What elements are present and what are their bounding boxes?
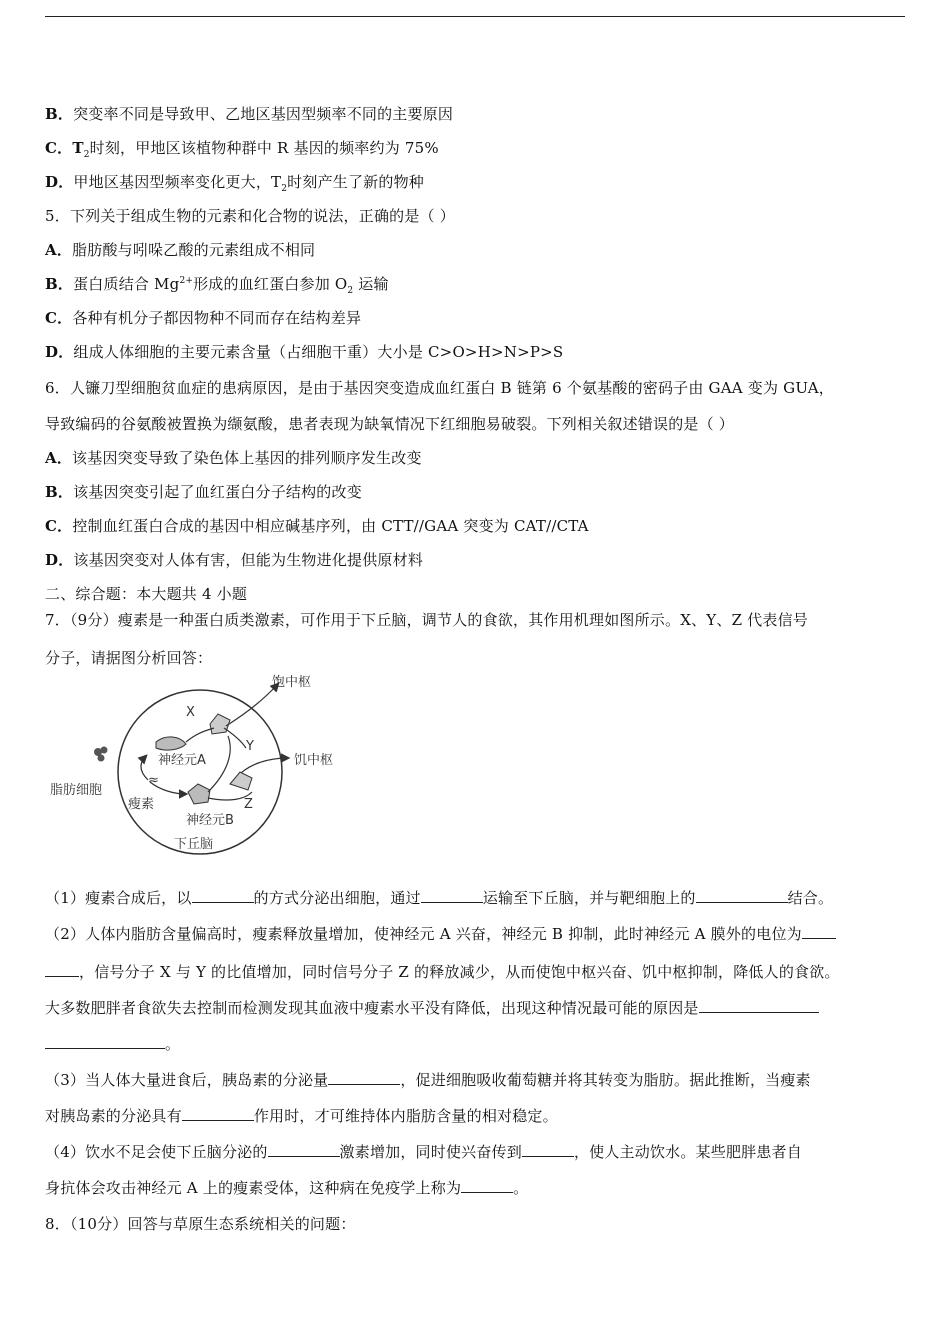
option-a-q6: A．该基因突变导致了染色体上基因的排列顺序发生改变 — [45, 449, 422, 467]
x-label: X — [186, 705, 195, 720]
option-d-q5: D．组成人体细胞的主要元素含量（占细胞干重）大小是 C>O>H>N>P>S — [45, 343, 564, 361]
option-b-q5: B．蛋白质结合 $Mg^{2+}$形成的血红蛋白参加 $O_2$ 运输 — [45, 275, 389, 296]
option-c-q5: C．各种有机分子都因物种不同而存在结构差异 — [45, 309, 362, 327]
answer-blank[interactable] — [45, 1034, 165, 1049]
leptin-label: 瘦素 — [128, 797, 155, 812]
fat-cell-label: 脂肪细胞 — [50, 783, 103, 798]
question-6-line-2: 导致编码的谷氨酸被置换为缬氨酸，患者表现为缺氧情况下红细胞易破裂。下列相关叙述错误的是（ ） — [45, 415, 734, 433]
answer-blank[interactable] — [699, 998, 819, 1013]
answer-blank[interactable] — [182, 1106, 254, 1121]
option-d-q4: D．甲地区基因型频率变化更大，$T_2$时刻产生了新的物种 — [45, 173, 424, 194]
question-5: 5．下列关于组成生物的元素和化合物的说法，正确的是（ ） — [45, 207, 455, 225]
q7-part-3-line-2: 对胰岛素的分泌具有 作用时，才可维持体内脂肪含量的相对稳定。 — [45, 1107, 558, 1125]
neuron-b-label: 神经元B — [186, 813, 234, 828]
neuron-x-shape — [210, 714, 230, 734]
answer-blank[interactable] — [802, 924, 836, 939]
answer-blank[interactable] — [461, 1178, 513, 1193]
hunger-center-label: 饥中枢 — [294, 753, 334, 768]
option-c-q4: C．$T_2$时刻，甲地区该植物种群中 R 基因的频率约为 75% — [45, 139, 439, 160]
q7-part-4-line-2: 身抗体会攻击神经元 A 上的瘦素受体，这种病在免疫学上称为 。 — [45, 1179, 529, 1197]
question-7-line-2: 分子，请据图分析回答： — [45, 649, 213, 667]
answer-blank[interactable] — [268, 1142, 340, 1157]
q7-part-2-line-3: 大多数肥胖者食欲失去控制而检测发现其血液中瘦素水平没有降低，出现这种情况最可能的原因是 — [45, 998, 819, 1018]
neuron-a-shape — [156, 737, 186, 750]
option-b-q4: B．突变率不同是导致甲、乙地区基因型频率不同的主要原因 — [45, 105, 454, 123]
q7-part-2-line-4: 。 — [45, 1034, 180, 1054]
q7-part-2-line-1: （2）人体内脂肪含量偏高时，瘦素释放量增加，使神经元 A 兴奋，神经元 B 抑制，此时神经元 A 膜外的电位为 — [45, 924, 836, 944]
answer-blank[interactable] — [421, 888, 483, 903]
sat-center-label: 饱中枢 — [272, 675, 312, 690]
neuron-a-label: 神经元A — [158, 753, 206, 768]
q7-part-4-line-1: （4）饮水不足会使下丘脑分泌的 激素增加，同时使兴奋传到 ，使人主动饮水。某些肥胖患者自 — [45, 1143, 802, 1161]
hypothalamus-label: 下丘脑 — [174, 837, 214, 852]
leptin-mechanism-figure — [48, 672, 358, 862]
q7-part-3-line-1: （3）当人体大量进食后，胰岛素的分泌量 ，促进细胞吸收葡萄糖并将其转变为脂肪。据此推断，当瘦素 — [45, 1071, 811, 1089]
option-c-q6: C．控制血红蛋白合成的基因中相应碱基序列，由 CTT//GAA 突变为 CAT//CTA — [45, 517, 589, 535]
section-heading: 二、综合题：本大题共 4 小题 — [45, 585, 248, 603]
question-6-line-1: 6．人镰刀型细胞贫血症的患病原因，是由于基因突变造成血红蛋白 B 链第 6 个氨基酸的密码子由 GAA 变为 GUA， — [45, 379, 834, 397]
answer-blank[interactable] — [45, 962, 79, 977]
y-label: Y — [246, 739, 254, 754]
question-8: 8．（10分）回答与草原生态系统相关的问题： — [45, 1215, 356, 1233]
answer-blank[interactable] — [696, 888, 788, 903]
q7-part-2-line-2: ，信号分子 X 与 Y 的比值增加，同时信号分子 Z 的释放减少，从而使饱中枢兴奋、饥中枢抑制，降低人的食欲。 — [45, 962, 840, 982]
answer-blank[interactable] — [522, 1142, 574, 1157]
option-d-q6: D．该基因突变对人体有害，但能为生物进化提供原材料 — [45, 551, 424, 569]
answer-blank[interactable] — [192, 888, 254, 903]
z-label: Z — [244, 797, 253, 812]
option-a-q5: A．脂肪酸与吲哚乙酸的元素组成不相同 — [45, 241, 316, 259]
option-b-q6: B．该基因突变引起了血红蛋白分子结构的改变 — [45, 483, 362, 501]
header-rule — [45, 16, 905, 17]
neuron-b-shape — [188, 784, 210, 804]
question-7-line-1: 7．（9分）瘦素是一种蛋白质类激素，可作用于下丘脑，调节人的食欲，其作用机理如图所示。X、Y、Z 代表信号 — [45, 611, 808, 629]
svg-text:≈: ≈ — [148, 773, 159, 788]
q7-part-1: （1）瘦素合成后，以 的方式分泌出细胞，通过 运输至下丘脑，并与靶细胞上的 结合。 — [45, 889, 834, 907]
answer-blank[interactable] — [328, 1070, 400, 1085]
